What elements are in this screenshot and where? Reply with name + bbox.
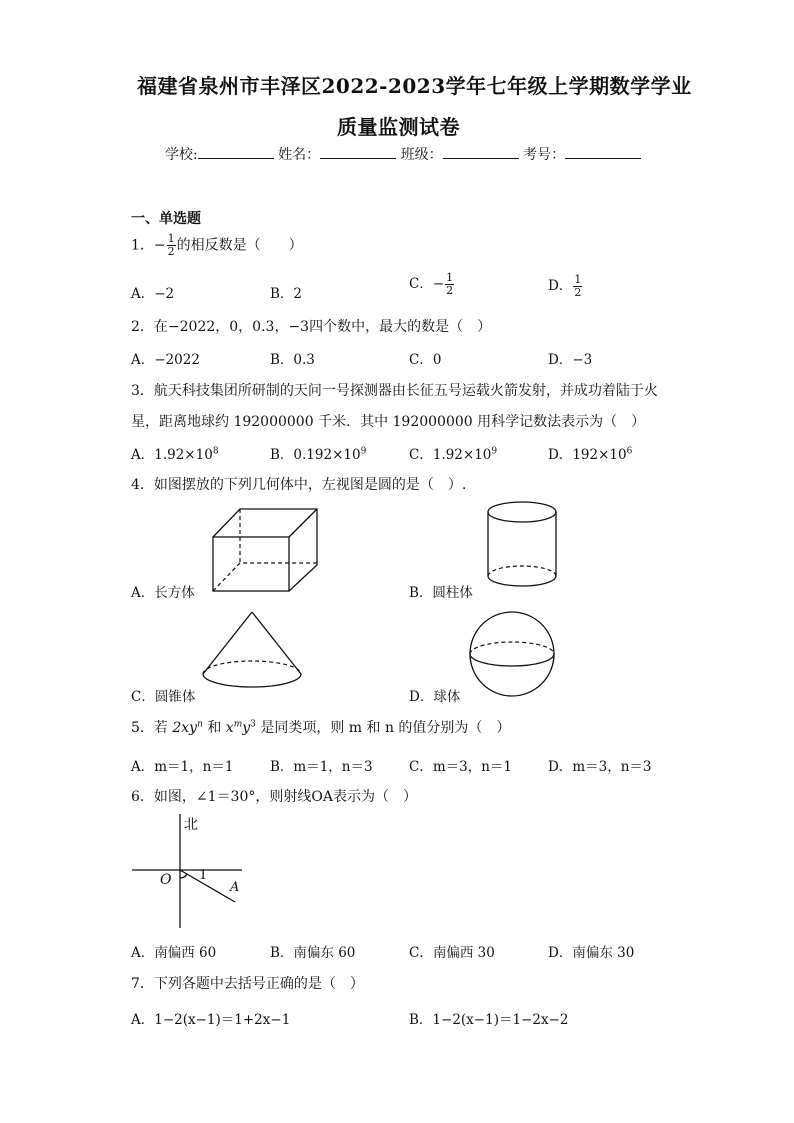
origin-label: O (160, 872, 172, 888)
question-2: 2．在−2022，0，0.3，−3四个数中，最大的数是（ ） (131, 319, 492, 335)
q2-option-d[interactable]: D．−3 (548, 352, 593, 368)
question-6: 6．如图，∠1＝30°，则射线OA表示为（ ） (131, 789, 417, 805)
name-field[interactable] (320, 144, 396, 159)
question-3-line-2: 星，距离地球约 192000000 千米．其中 192000000 用科学记数法表示为（ ） (131, 414, 646, 430)
class-label: 班级： (400, 147, 443, 163)
q2-option-a[interactable]: A．−2022 (131, 352, 200, 368)
q4-option-a[interactable]: A．长方体 (131, 585, 195, 601)
angle-label: 1 (199, 868, 208, 883)
q5-option-b[interactable]: B．m＝1，n＝3 (270, 759, 373, 775)
point-a-label: A (230, 880, 240, 895)
title-line-1: 福建省泉州市丰泽区2022-2023学年七年级上学期数学学业 (137, 74, 692, 98)
exam-no-label: 考号： (523, 147, 566, 163)
q3-option-d[interactable]: D．$192\times 10^6$ (548, 446, 633, 463)
question-3-line-1: 3．航天科技集团所研制的天问一号探测器由长征五号运载火箭发射，并成功着陆于火 (131, 383, 658, 399)
north-label: 北 (184, 817, 198, 833)
q5-option-d[interactable]: D．m＝3，n＝3 (548, 759, 652, 775)
q5-option-c[interactable]: C．m＝3，n＝1 (409, 759, 513, 775)
question-7: 7．下列各题中去括号正确的是（ ） (131, 976, 364, 992)
school-field[interactable] (198, 144, 274, 159)
exam-no-field[interactable] (565, 144, 641, 159)
q3-option-c[interactable]: C．$1.92\times 10^9$ (409, 446, 498, 463)
question-1 (131, 233, 303, 258)
info-line (165, 144, 641, 164)
q7-option-b[interactable]: B．1−2(x−1)＝1−2x−2 (409, 1012, 569, 1028)
q1-option-a[interactable]: A．−2 (131, 286, 175, 302)
q6-option-a[interactable]: A．南偏西 60 (131, 945, 217, 961)
q3-option-b[interactable]: B．$0.192\times 10^9$ (270, 446, 367, 463)
q6-option-b[interactable]: B．南偏东 60 (270, 945, 356, 961)
q6-option-d[interactable]: D．南偏东 30 (548, 945, 635, 961)
q4-option-d[interactable]: D．球体 (409, 689, 461, 705)
class-field[interactable] (443, 144, 519, 159)
q1-option-c[interactable]: C．− $\frac{1}{2}$ (409, 271, 454, 297)
school-label: 学校: (165, 147, 198, 163)
section-heading: 一、单选题 (131, 211, 201, 227)
q4-option-b[interactable]: B．圆柱体 (409, 585, 473, 601)
q1-option-b[interactable]: B．2 (270, 286, 303, 302)
q6-option-c[interactable]: C．南偏西 30 (409, 945, 495, 961)
title-line-2: 质量监测试卷 (337, 115, 460, 139)
q1-stem: 的相反数是（ ） (176, 237, 303, 254)
q1-option-d[interactable]: D． $\frac{1}{2}$ (548, 273, 582, 299)
q2-option-c[interactable]: C．0 (409, 352, 442, 368)
q7-option-a[interactable]: A．1−2(x−1)＝1+2x−1 (131, 1012, 291, 1028)
q2-option-b[interactable]: B．0.3 (270, 352, 315, 368)
cuboid-figure (205, 505, 325, 595)
cone-figure (200, 608, 304, 694)
sphere-figure (466, 608, 558, 700)
question-4: 4．如图摆放的下列几何体中，左视图是圆的是（ ）. (131, 477, 467, 493)
question-5: 5．若 $2xy^n$ 和 $x^my^3$ 是同类项，则 m 和 n 的值分别为（ ） (131, 719, 511, 736)
q4-option-c[interactable]: C．圆锥体 (131, 689, 196, 705)
cylinder-figure (485, 500, 561, 590)
q5-option-a[interactable]: A．m＝1，n＝1 (131, 759, 234, 775)
q1-number: 1． (131, 237, 154, 254)
q3-option-a[interactable]: A．$1.92\times 10^8$ (131, 446, 219, 463)
name-label: 姓名： (278, 147, 321, 163)
q1-fraction: $\frac{1}{2}$ (167, 232, 175, 258)
q1-sign: − (153, 237, 166, 254)
